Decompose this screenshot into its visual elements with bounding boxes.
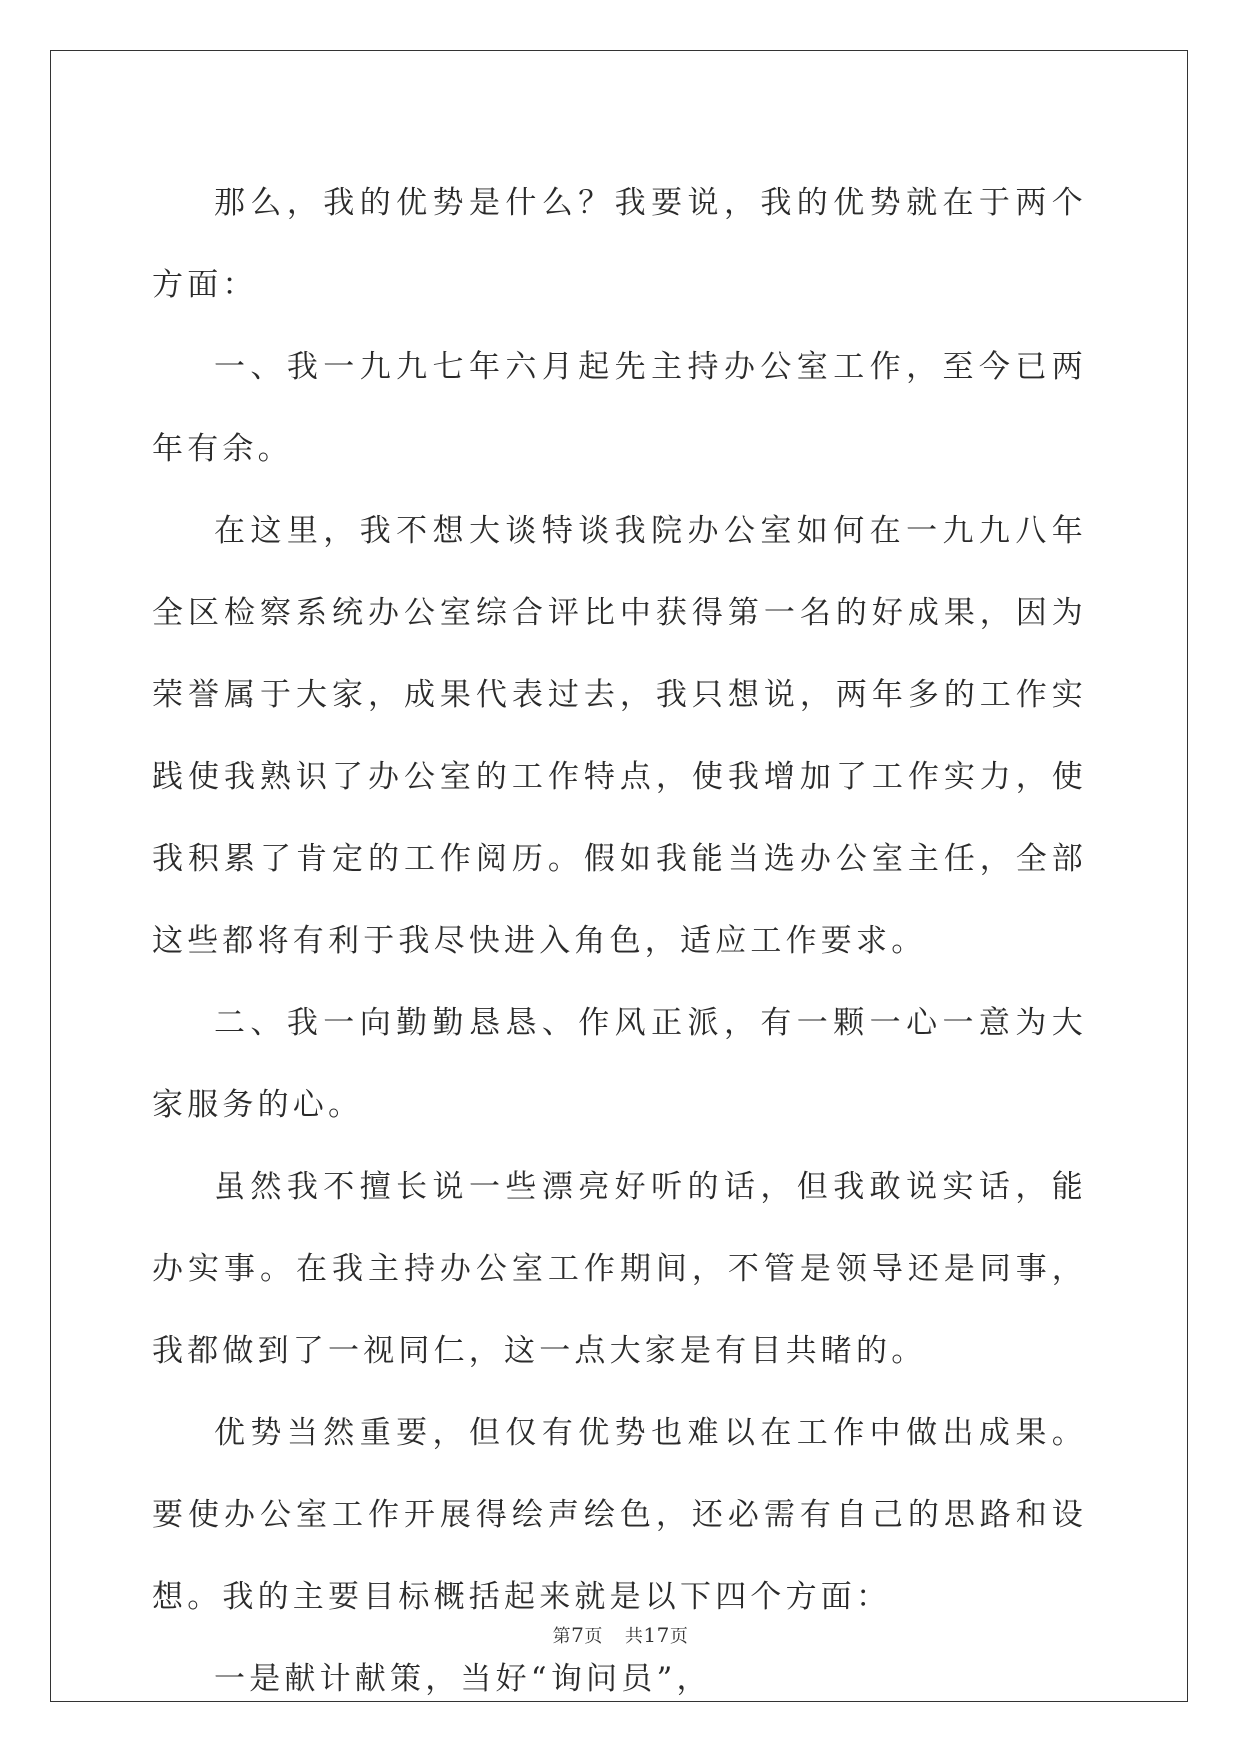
paragraph: 二、我一向勤勤恳恳、作风正派，有一颗一心一意为大家服务的心。 <box>152 1005 1087 1123</box>
paragraph: 在这里，我不想大谈特谈我院办公室如何在一九九八年全区检察系统办公室综合评比中获得第一名的好成果，因为荣誉属于大家，成果代表过去，我只想说，两年多的工作实践使我熟识了办公室的工作特点，使我增加了工作实力，使我积累了肯定的工作阅历。假如我能当选办公室主任，全部这些都将有利于我尽快进入角色，适应工作要求。 <box>152 513 1087 959</box>
page-footer <box>0 1622 1241 1648</box>
paragraph: 虽然我不擅长说一些漂亮好听的话，但我敢说实话，能办实事。在我主持办公室工作期间，不管是领导还是同事，我都做到了一视同仁，这一点大家是有目共睹的。 <box>152 1169 1087 1369</box>
paragraph: 一、我一九九七年六月起先主持办公室工作，至今已两年有余。 <box>152 349 1087 467</box>
page-suffix: 页 <box>584 1626 603 1647</box>
paragraph: 那么，我的优势是什么？我要说，我的优势就在于两个方面： <box>152 185 1087 303</box>
paragraph: 一是献计献策，当好“询问员”， <box>214 1661 712 1697</box>
page-number: 7 <box>571 1623 585 1647</box>
document-body <box>152 162 1087 1720</box>
total-prefix: 共 <box>624 1626 644 1647</box>
page-prefix: 第 <box>552 1626 572 1647</box>
total-pages: 17 <box>643 1623 670 1647</box>
total-suffix: 页 <box>669 1626 689 1647</box>
paragraph: 优势当然重要，但仅有优势也难以在工作中做出成果。要使办公室工作开展得绘声绘色，还必需有自己的思路和设想。我的主要目标概括起来就是以下四个方面： <box>152 1415 1087 1615</box>
